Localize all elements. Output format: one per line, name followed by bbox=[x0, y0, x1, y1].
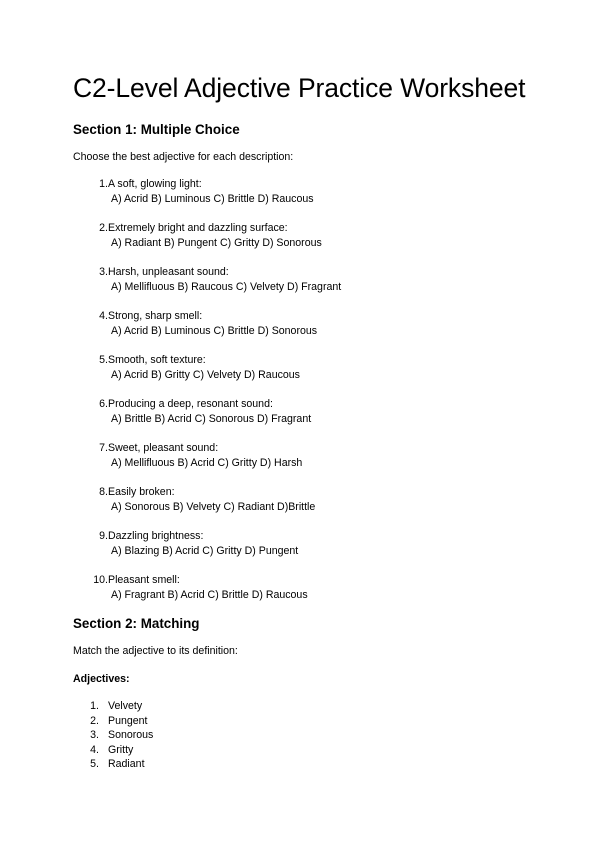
section1-instruction: Choose the best adjective for each description: bbox=[73, 151, 294, 163]
question-options: A) Fragrant B) Acrid C) Brittle D) Raucous bbox=[111, 588, 308, 601]
adjective-item bbox=[89, 729, 154, 742]
question-options: A) Mellifluous B) Acrid C) Gritty D) Harsh bbox=[111, 456, 303, 469]
adjective-word: Pungent bbox=[108, 714, 148, 727]
adjective-number: 4. bbox=[90, 743, 99, 756]
section2-instruction: Match the adjective to its definition: bbox=[73, 645, 238, 657]
question-number: 2. bbox=[99, 222, 108, 234]
adjective-number: 1. bbox=[90, 700, 99, 712]
question-number: 5. bbox=[99, 354, 108, 366]
question-stem: Pleasant smell: bbox=[108, 574, 180, 586]
question-stem: A soft, glowing light: bbox=[108, 178, 202, 190]
question-number: 4. bbox=[99, 310, 108, 322]
question-item bbox=[89, 573, 509, 601]
question-options: A) Acrid B) Luminous C) Brittle D) Sonorous bbox=[111, 324, 318, 337]
question-stem: Easily broken: bbox=[108, 486, 175, 498]
adjective-item bbox=[89, 758, 145, 771]
adjective-item bbox=[89, 700, 143, 713]
section1-heading: Section 1: Multiple Choice bbox=[73, 122, 240, 137]
question-number: 6. bbox=[99, 398, 108, 410]
question-item bbox=[89, 309, 509, 337]
question-options: A) Sonorous B) Velvety C) Radiant D)Brittle bbox=[111, 500, 316, 513]
question-item bbox=[89, 353, 509, 381]
adjective-number: 2. bbox=[90, 714, 99, 727]
question-stem: Extremely bright and dazzling surface: bbox=[108, 222, 288, 234]
question-options: A) Mellifluous B) Raucous C) Velvety D) Fragrant bbox=[111, 280, 342, 293]
question-number: 9. bbox=[99, 530, 108, 542]
adjective-item bbox=[89, 743, 134, 757]
question-number: 3. bbox=[99, 266, 108, 278]
question-stem: Smooth, soft texture: bbox=[108, 354, 206, 366]
question-stem: Sweet, pleasant sound: bbox=[108, 442, 219, 454]
adjectives-label: Adjectives: bbox=[73, 673, 130, 685]
question-stem: Harsh, unpleasant sound: bbox=[108, 266, 229, 278]
question-options: A) Radiant B) Pungent C) Gritty D) Sonorous bbox=[111, 236, 322, 249]
question-item bbox=[89, 529, 509, 557]
question-number: 8. bbox=[99, 486, 108, 498]
question-stem: Dazzling brightness: bbox=[108, 530, 204, 542]
question-number: 1. bbox=[99, 178, 108, 190]
adjective-word: Radiant bbox=[108, 758, 145, 771]
question-stem: Strong, sharp smell: bbox=[108, 310, 203, 322]
adjective-number: 5. bbox=[90, 758, 99, 771]
section2-heading: Section 2: Matching bbox=[73, 616, 200, 631]
adjective-word: Sonorous bbox=[108, 729, 154, 742]
adjective-word: Gritty bbox=[108, 743, 134, 756]
question-item bbox=[89, 397, 509, 425]
question-number: 10. bbox=[93, 574, 108, 586]
page-title: C2-Level Adjective Practice Worksheet bbox=[73, 73, 526, 103]
question-stem: Producing a deep, resonant sound: bbox=[108, 398, 273, 410]
question-item bbox=[89, 441, 509, 469]
question-options: A) Blazing B) Acrid C) Gritty D) Pungent bbox=[111, 544, 299, 557]
adjective-word: Velvety bbox=[108, 700, 143, 712]
question-item bbox=[89, 177, 509, 205]
question-options: A) Acrid B) Luminous C) Brittle D) Raucous bbox=[111, 192, 314, 205]
adjective-number: 3. bbox=[90, 729, 99, 742]
question-item bbox=[89, 221, 509, 249]
question-item bbox=[89, 265, 509, 293]
question-item bbox=[89, 485, 509, 513]
question-number: 7. bbox=[99, 442, 108, 454]
question-options: A) Acrid B) Gritty C) Velvety D) Raucous bbox=[111, 368, 300, 381]
question-options: A) Brittle B) Acrid C) Sonorous D) Fragrant bbox=[111, 412, 312, 425]
adjective-item bbox=[89, 714, 148, 728]
